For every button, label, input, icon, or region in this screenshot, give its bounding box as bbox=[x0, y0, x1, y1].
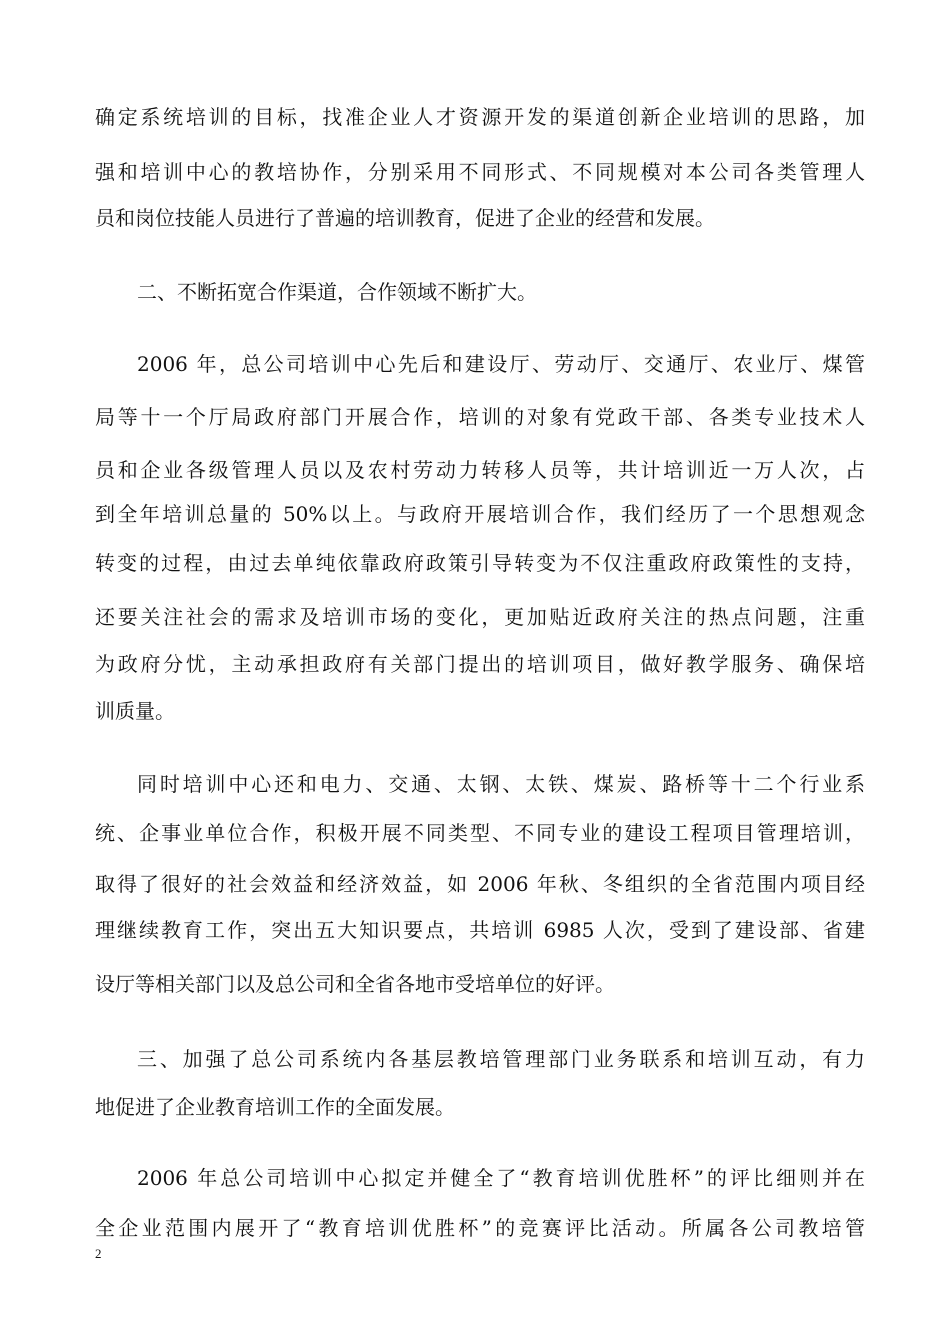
paragraph-2-line-2: 局等十一个厅局政府部门开展合作，培训的对象有党政干部、各类专业技术人 bbox=[95, 405, 865, 429]
paragraph-3-line-4: 理继续教育工作，突出五大知识要点，共培训 6985 人次，受到了建设部、省建 bbox=[95, 918, 865, 942]
paragraph-2-line-5: 转变的过程，由过去单纯依靠政府政策引导转变为不仅注重政府政策性的支持， bbox=[95, 551, 865, 575]
paragraph-3-line-2: 统、企事业单位合作，积极开展不同类型、不同专业的建设工程项目管理培训， bbox=[95, 821, 865, 845]
paragraph-4-line-2: 全企业范围内展开了“教育培训优胜杯”的竞赛评比活动。所属各公司教培管 bbox=[95, 1216, 865, 1240]
paragraph-2-line-4: 到全年培训总量的 50%以上。与政府开展培训合作，我们经历了一个思想观念 bbox=[95, 502, 865, 526]
section-heading-2: 二、不断拓宽合作渠道，合作领域不断扩大。 bbox=[137, 280, 537, 304]
page-number: 2 bbox=[95, 1246, 102, 1261]
paragraph-1-line-2: 强和培训中心的教培协作，分别采用不同形式、不同规模对本公司各类管理人 bbox=[95, 160, 865, 184]
paragraph-2-line-6: 还要关注社会的需求及培训市场的变化，更加贴近政府关注的热点问题，注重 bbox=[95, 605, 865, 629]
paragraph-3-line-1: 同时培训中心还和电力、交通、太钢、太铁、煤炭、路桥等十二个行业系 bbox=[137, 772, 865, 796]
paragraph-3-line-5: 设厅等相关部门以及总公司和全省各地市受培单位的好评。 bbox=[95, 972, 615, 996]
paragraph-1-line-3: 员和岗位技能人员进行了普遍的培训教育，促进了企业的经营和发展。 bbox=[95, 206, 715, 230]
paragraph-2-line-3: 员和企业各级管理人员以及农村劳动力转移人员等，共计培训近一万人次，占 bbox=[95, 458, 865, 482]
section-heading-3-line-2: 地促进了企业教育培训工作的全面发展。 bbox=[95, 1095, 455, 1119]
paragraph-4-line-1: 2006 年总公司培训中心拟定并健全了“教育培训优胜杯”的评比细则并在 bbox=[137, 1166, 865, 1190]
paragraph-2-line-8: 训质量。 bbox=[95, 699, 175, 723]
section-heading-3-line-1: 三、加强了总公司系统内各基层教培管理部门业务联系和培训互动，有力 bbox=[137, 1047, 865, 1071]
paragraph-1-line-1: 确定系统培训的目标，找准企业人才资源开发的渠道创新企业培训的思路，加 bbox=[95, 105, 865, 129]
paragraph-2-line-1: 2006 年，总公司培训中心先后和建设厅、劳动厅、交通厅、农业厅、煤管 bbox=[137, 352, 865, 376]
paragraph-2-line-7: 为政府分忧，主动承担政府有关部门提出的培训项目，做好教学服务、确保培 bbox=[95, 652, 865, 676]
paragraph-3-line-3: 取得了很好的社会效益和经济效益，如 2006 年秋、冬组织的全省范围内项目经 bbox=[95, 872, 865, 896]
